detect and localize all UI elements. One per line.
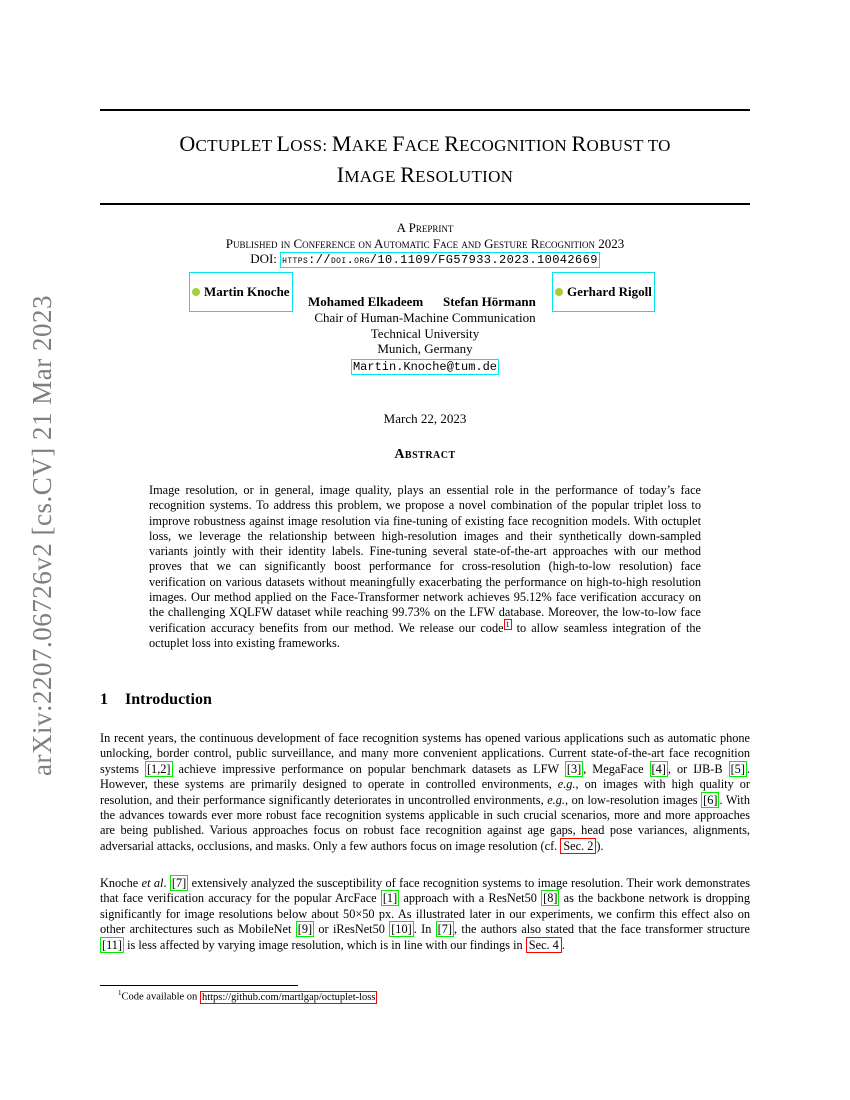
citation-link[interactable]: [7] [437, 922, 453, 937]
publication-venue: Published in Conference on Automatic Face and Gesture Recognition 2023 [225, 235, 625, 251]
orcid-icon[interactable] [192, 288, 200, 296]
citation-link[interactable]: [6] [703, 792, 718, 807]
footnote-link[interactable]: 1 [505, 619, 510, 629]
author-mohamed-elkadeem: Mohamed Elkadeem [308, 294, 424, 309]
citation-link[interactable]: [5] [730, 761, 745, 776]
author-stefan-hormann: Stefan Hörmann [443, 294, 536, 309]
section-heading-introduction: 1 Introduction [100, 691, 212, 708]
intro-paragraph-1: In recent years, the continuous development of face recognition systems has opened various applications such as automatic phone unlocking, border control, public surveillance, and many more convenient applications. Current state-of-the-art face recognition systems [1,2] achieve impressive performance on popular benchmark datasets as LFW [3] , MegaFace [4] , or IJB-B [5] . However, these systems are primarily designed to operate in controlled environments, e.g., on images with high quality or resolution, and their performance significantly deteriorates in uncontrolled environments, e.g., on low-resolution images [6] . With the advances towards ever more robust face recognition systems applicable in such crucial scenarios, more and more approaches are being published. Various approaches focus on robust face recognition against age gaps, head pose variances, alignments, adversarial attacks, occlusions, and masks. Only a few authors focus on image resolution (cf. Sec. 2 ). [100, 731, 750, 853]
citation-link[interactable]: [1,2] [146, 761, 171, 776]
abstract-text: Image resolution, or in general, image quality, plays an essential role in the performance of today’s face recognition systems. To address this problem, we propose a novel combination of the popular triplet loss to improve robustness against image resolution via fine-tuning of existing face recognition models. With octuplet loss, we leverage the relationship between high-resolution images and their synthetically down-sampled variants jointly with their identity labels. Fine-tuning several state-of-the-art approaches with our method proves that we can significantly boost performance for cross-resolution (high-to-low resolution) face verification on various datasets without meaningfully exacerbating the performance on high-to-high resolution images. Our method applied on the Face-Transformer network achieves 95.12% face verification accuracy on the challenging XQLFW dataset while reaching 99.73% on the LFW database. Moreover, the low-to-low face verification accuracy benefits from our method. We release our code $^1$ to allow seamless integration of the octuplet loss into existing frameworks. [149, 483, 701, 651]
citation-link[interactable]: [1] [382, 891, 398, 906]
citation-link[interactable]: [10] [391, 922, 412, 937]
title-bottom-rule [100, 203, 750, 205]
doi-link[interactable]: https://doi.org/10.1109/FG57933.2023.10042669 [282, 253, 598, 267]
contact-email-link[interactable]: Martin.Knoche@tum.de [352, 359, 498, 374]
citation-link[interactable]: [11] [102, 937, 123, 952]
section-ref-link[interactable]: Sec. 2 [560, 838, 596, 854]
paper-meta [100, 220, 750, 269]
intro-paragraph-2: Knoche et al. [7] extensively analyzed the susceptibility of face recognition systems to image resolution. Their work demonstrates that face verification accuracy for the popular ArcFace [1] approach with a ResNet50 [8] as the backbone network is dropping significantly for image resolutions below about 50×50 px. As illustrated later in our experiments, we confirm this effect also on other architectures such as MobileNet [9] or iResNet50 [10] . In [7] , the authors also stated that the face transformer structure [11] is less affected by varying image resolution, which is in line with our findings in Sec. 4 . [100, 876, 750, 952]
title-line-2: IMAGE RESOLUTION [336, 162, 514, 187]
author-martin-knoche[interactable]: Martin Knoche [189, 272, 293, 312]
author-gerhard-rigoll[interactable]: Gerhard Rigoll [552, 272, 655, 312]
title-top-rule [100, 109, 750, 111]
citation-link[interactable]: [9] [297, 922, 313, 937]
footnote: $^1$Code available on https://github.com/martlgap/octuplet-loss [118, 989, 376, 1003]
citation-link[interactable]: [8] [543, 891, 558, 906]
orcid-icon[interactable] [555, 288, 563, 296]
preprint-label: A Preprint [396, 220, 454, 235]
doi-line: DOI: https://doi.org/10.1109/FG57933.2023.10042669 [250, 251, 598, 267]
arxiv-identifier: arXiv:2207.06726v2 [cs.CV] 21 Mar 2023 [26, 294, 57, 776]
footnote-rule [100, 985, 298, 986]
abstract-heading: Abstract [394, 447, 456, 462]
citation-link[interactable]: [7] [171, 876, 187, 890]
citation-link[interactable]: [4] [651, 761, 666, 776]
citation-link[interactable]: [3] [566, 761, 582, 776]
paper-title [100, 129, 750, 191]
affiliation-chair: Chair of Human-Machine Communication [314, 310, 536, 325]
affiliation [100, 310, 750, 375]
affiliation-location: Munich, Germany [377, 341, 473, 356]
affiliation-university: Technical University [370, 325, 480, 341]
title-line-1: OCTUPLET LOSS: MAKE FACE RECOGNITION ROBUST TO [179, 131, 671, 156]
code-url-link[interactable]: https://github.com/martlgap/octuplet-loss [201, 991, 376, 1003]
paper-date: March 22, 2023 [383, 411, 467, 426]
section-ref-link[interactable]: Sec. 4 [526, 937, 562, 953]
